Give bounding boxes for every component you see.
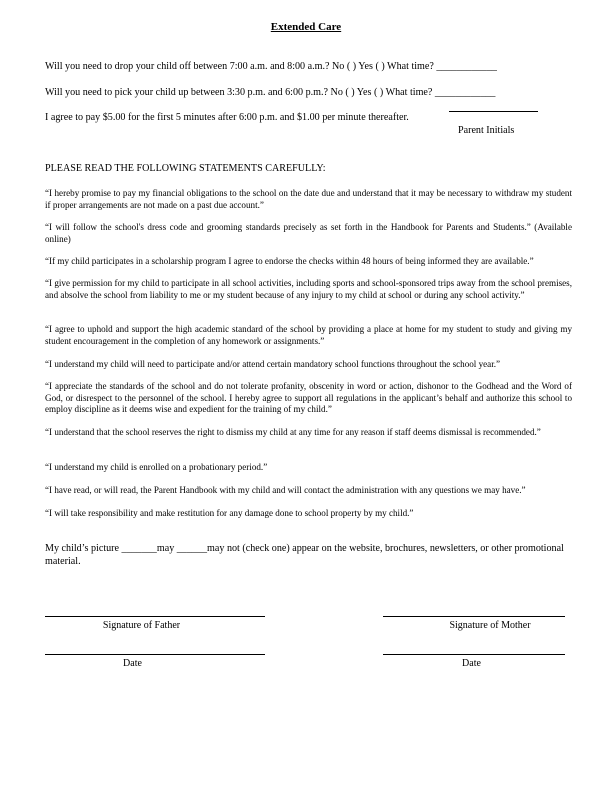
statement-item bbox=[45, 222, 572, 245]
mother-signature-line[interactable] bbox=[383, 616, 565, 617]
statement-item bbox=[45, 508, 572, 520]
statement-item bbox=[45, 381, 572, 416]
father-date-label: Date bbox=[123, 658, 142, 669]
statement-text: “I have read, or will read, the Parent Handbook with my child and will contact the administration with any questions we may have.” bbox=[45, 485, 526, 495]
statement-item bbox=[45, 324, 572, 347]
statement-text: “I understand that the school reserves the right to dismiss my child at any time for any reason if staff deems dismissal is recommended.” bbox=[45, 427, 541, 437]
picture-consent: My child’s picture _______may ______may not (check one) appear on the website, brochures, newsletters, or other promotional material. bbox=[45, 543, 564, 567]
statement-item bbox=[45, 256, 572, 268]
statement-text: “I hereby promise to pay my financial obligations to the school on the date due and understand that it may be necessary to withdraw my student if proper arrangements are not made on a past due account.” bbox=[45, 188, 572, 210]
pickup-question: Will you need to pick your child up between 3:30 p.m. and 6:00 p.m.? No ( ) Yes ( ) What time? ____________ bbox=[45, 87, 496, 98]
statement-text: “I appreciate the standards of the school and do not tolerate profanity, obscenity in word or action, dishonor to the Godhead and the Word of God, or disrespect to the personnel of the school. I hereby agree to support all regulations in the applicant’s behalf and authorize this school to employ discipline as it deems wise and expedient for the training of my child.” bbox=[45, 381, 572, 415]
father-signature-line[interactable] bbox=[45, 616, 265, 617]
statement-item bbox=[45, 485, 572, 497]
statement-text: “I will take responsibility and make restitution for any damage done to school property by my child.” bbox=[45, 508, 414, 518]
statement-item bbox=[45, 427, 572, 439]
statement-item bbox=[45, 359, 572, 371]
page-title: Extended Care bbox=[270, 21, 342, 33]
statement-item bbox=[45, 188, 572, 211]
statement-item bbox=[45, 462, 572, 474]
statement-text: “I understand my child will need to participate and/or attend certain mandatory school functions throughout the school year.” bbox=[45, 359, 501, 369]
statement-text: “I understand my child is enrolled on a probationary period.” bbox=[45, 462, 268, 472]
statement-text: “I agree to uphold and support the high academic standard of the school by providing a place at home for my student to study and giving my student encouragement in the completion of any homework or assignments.” bbox=[45, 324, 572, 346]
parent-initials-line[interactable] bbox=[449, 111, 538, 112]
statement-text: “I give permission for my child to participate in all school activities, including sports and school-sponsored trips away from the school premises, and absolve the school from liability to me or my student because of any injury to my child at school or during any school activity.” bbox=[45, 278, 572, 300]
father-signature-label: Signature of Father bbox=[102, 620, 181, 631]
dropoff-question: Will you need to drop your child off between 7:00 a.m. and 8:00 a.m.? No ( ) Yes ( ) What time? ____________ bbox=[45, 61, 497, 72]
father-date-line[interactable] bbox=[45, 654, 265, 655]
mother-date-line[interactable] bbox=[383, 654, 565, 655]
statement-item bbox=[45, 278, 572, 301]
late-fee-agreement: I agree to pay $5.00 for the first 5 minutes after 6:00 p.m. and $1.00 per minute thereafter. bbox=[45, 112, 409, 123]
statement-text: “If my child participates in a scholarship program I agree to endorse the checks within 48 hours of being informed they are available.” bbox=[45, 256, 534, 266]
statement-text: “I will follow the school's dress code and grooming standards precisely as set forth in the Handbook for Parents and Students.” (Available online) bbox=[45, 222, 572, 244]
mother-date-label: Date bbox=[462, 658, 481, 669]
parent-initials-label: Parent Initials bbox=[458, 125, 515, 136]
mother-signature-label: Signature of Mother bbox=[449, 620, 531, 631]
section-heading: PLEASE READ THE FOLLOWING STATEMENTS CAREFULLY: bbox=[45, 163, 326, 174]
